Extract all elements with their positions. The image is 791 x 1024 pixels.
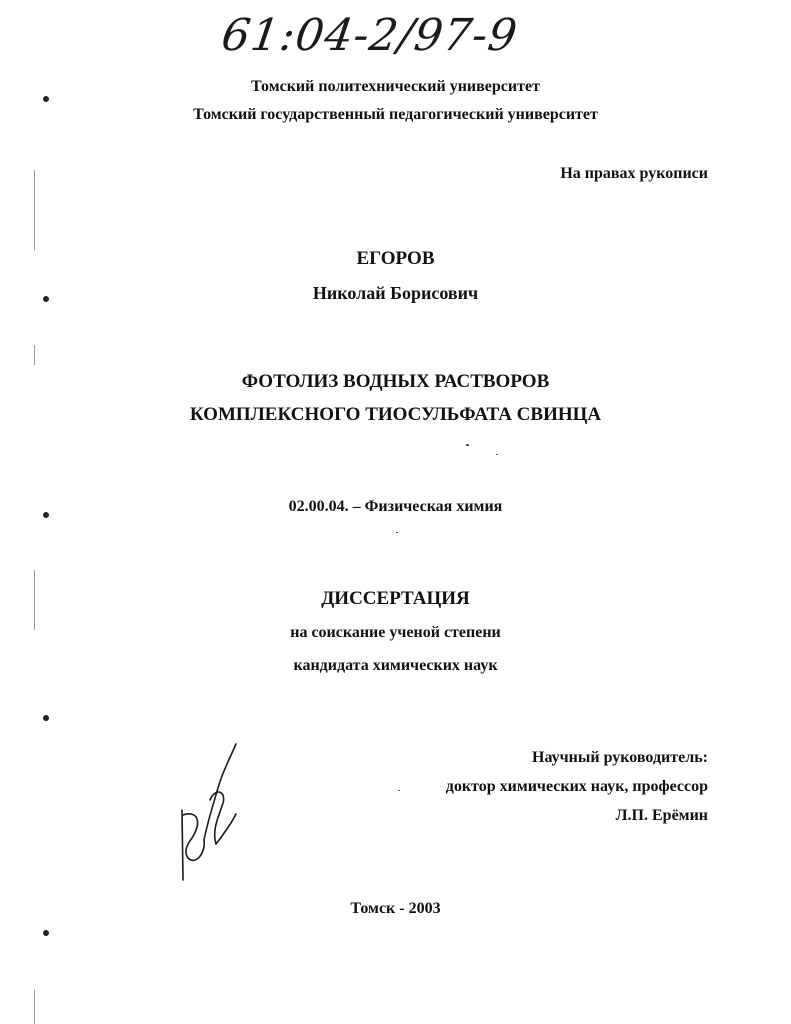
signature-stroke (183, 814, 204, 861)
scan-speck (396, 532, 398, 533)
scan-margin-line (34, 170, 35, 250)
scan-hole-mark (43, 512, 49, 518)
city-year: Томск - 2003 (350, 900, 441, 917)
handwritten-archive-number: 61:04-2/97-9 (218, 10, 521, 61)
scan-speck (496, 454, 498, 455)
specialty: 02.00.04. – Физическая химия (288, 498, 503, 515)
handwritten-signature (170, 740, 250, 890)
institution-2: Томский государственный педагогический университет (193, 106, 598, 123)
title-line-1: ФОТОЛИЗ ВОДНЫХ РАСТВОРОВ (241, 371, 550, 392)
scan-hole-mark (43, 715, 49, 721)
scan-hole-mark (43, 930, 49, 936)
scan-margin-line (34, 570, 35, 630)
degree-line-1: на соискание ученой степени (290, 624, 501, 641)
manuscript-rights: На правах рукописи (560, 165, 708, 182)
degree-line-2: кандидата химических наук (293, 657, 498, 674)
scan-margin-line (34, 990, 35, 1024)
scan-hole-mark (43, 96, 49, 102)
signature-stroke (182, 810, 183, 880)
title-line-2: КОМПЛЕКСНОГО ТИОСУЛЬФАТА СВИНЦА (189, 404, 602, 425)
signature-stroke (216, 814, 236, 844)
supervisor-label: Научный руководитель: (532, 749, 708, 766)
scan-speck (466, 444, 469, 446)
author-given-names: Николай Борисович (312, 283, 479, 303)
author-surname: ЕГОРОВ (356, 248, 435, 269)
supervisor-degree: доктор химических наук, профессор (445, 778, 708, 795)
scan-hole-mark (43, 296, 49, 302)
dissertation-heading: ДИССЕРТАЦИЯ (321, 588, 470, 609)
scan-margin-line (34, 345, 35, 365)
scan-speck (398, 790, 400, 791)
institution-1: Томский политехнический университет (251, 78, 540, 95)
supervisor-name: Л.П. Ерёмин (615, 807, 708, 824)
